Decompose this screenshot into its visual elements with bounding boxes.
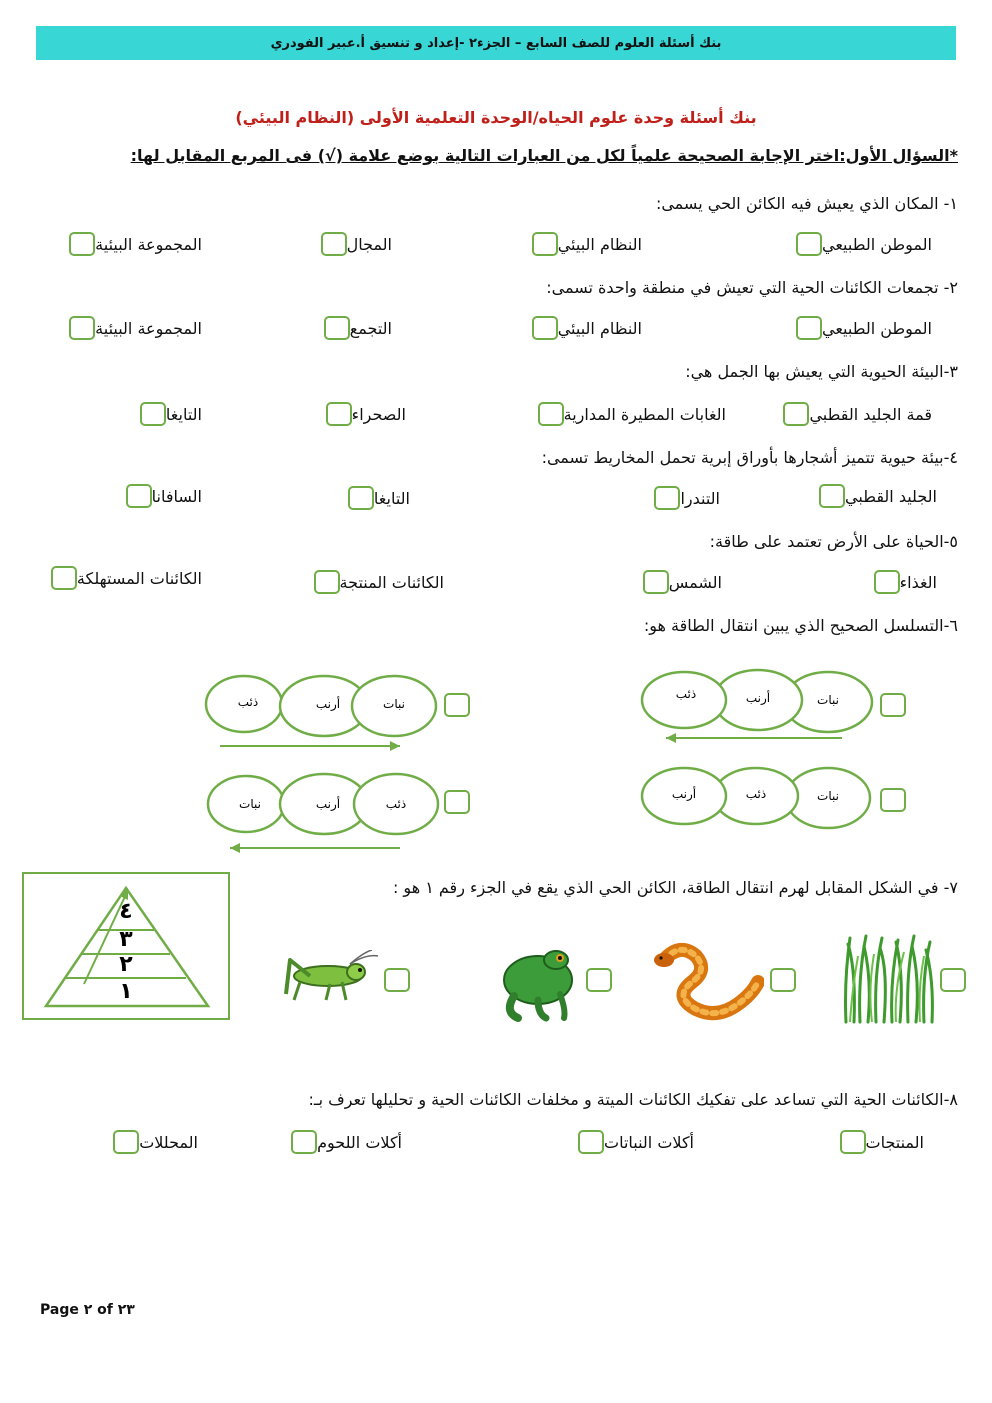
checkbox[interactable] xyxy=(578,1130,604,1154)
q4-option-1[interactable]: الجليد القطبي xyxy=(817,484,937,508)
food-chain-diagram xyxy=(636,670,916,750)
arrow-left-icon xyxy=(666,733,676,743)
q5-option-1[interactable]: الغذاء xyxy=(872,570,937,594)
q1-option-2[interactable]: النظام البيئي xyxy=(530,232,642,256)
q4-option-2[interactable]: التندرا xyxy=(652,486,720,510)
pyramid-level-1: ١ xyxy=(119,979,133,1004)
question-title: *السؤال الأول:اختر الإجابة الصحيحة علمياً لكل من العبارات التالية بوضع علامة (√) فى المربع المقابل لها: xyxy=(130,146,958,165)
chain-node: ذئب xyxy=(675,687,697,701)
checkbox[interactable] xyxy=(324,316,350,340)
checkbox[interactable] xyxy=(643,570,669,594)
chain-node: أرنب xyxy=(315,697,341,711)
grasshopper-image xyxy=(280,950,380,1014)
checkbox[interactable] xyxy=(840,1130,866,1154)
arrow-left-icon xyxy=(230,843,240,853)
q6-chain-4-checkbox[interactable] xyxy=(444,790,470,814)
chain-node: نبات xyxy=(817,789,839,803)
checkbox[interactable] xyxy=(538,402,564,426)
chain-node: نبات xyxy=(817,693,839,707)
question-4-text: ٤-بيئة حيوية تتميز أشجارها بأوراق إبرية تحمل المخاريط تسمى: xyxy=(541,448,958,467)
q2-option-3[interactable]: التجمع xyxy=(322,316,392,340)
q2-option-1[interactable]: الموطن الطبيعي xyxy=(794,316,932,340)
q2-option-4[interactable]: المجموعة البيئية xyxy=(67,316,202,340)
q6-chain-3-checkbox[interactable] xyxy=(880,788,906,812)
checkbox[interactable] xyxy=(819,484,845,508)
pyramid-diagram xyxy=(24,874,228,1018)
q1-option-1[interactable]: الموطن الطبيعي xyxy=(794,232,932,256)
frog-image xyxy=(494,940,580,1024)
q5-option-4[interactable]: الكائنات المستهلكة xyxy=(49,566,202,590)
checkbox[interactable] xyxy=(348,486,374,510)
chain-node: نبات xyxy=(383,697,405,711)
checkbox[interactable] xyxy=(314,570,340,594)
checkbox[interactable] xyxy=(532,232,558,256)
q2-option-2[interactable]: النظام البيئي xyxy=(530,316,642,340)
food-chain-option-4 xyxy=(204,772,444,854)
q4-option-3[interactable]: التايغا xyxy=(346,486,410,510)
q6-chain-2-checkbox[interactable] xyxy=(444,693,470,717)
q3-option-1[interactable]: قمة الجليد القطبي xyxy=(781,402,932,426)
chain-node: ذئب xyxy=(385,797,407,811)
chain-node: أرنب xyxy=(671,787,697,801)
chain-node: أرنب xyxy=(315,797,341,811)
q1-option-4[interactable]: المجموعة البيئية xyxy=(67,232,202,256)
pyramid-level-4: ٤ xyxy=(119,899,133,924)
q8-option-4[interactable]: المحللات xyxy=(111,1130,198,1154)
q1-option-3[interactable]: المجال xyxy=(319,232,392,256)
checkbox[interactable] xyxy=(51,566,77,590)
checkbox[interactable] xyxy=(326,402,352,426)
checkbox[interactable] xyxy=(126,484,152,508)
food-chain-diagram xyxy=(636,766,916,838)
question-2-text: ٢- تجمعات الكائنات الحية التي تعيش في منطقة واحدة تسمى: xyxy=(546,278,958,297)
question-7-text: ٧- في الشكل المقابل لهرم انتقال الطاقة، الكائن الحي الذي يقع في الجزء رقم ١ هو : xyxy=(392,878,958,897)
question-5-text: ٥-الحياة على الأرض تعتمد على طاقة: xyxy=(709,532,958,551)
grass-image xyxy=(838,930,938,1026)
question-8-text: ٨-الكائنات الحية التي تساعد على تفكيك الكائنات الميتة و مخلفات الكائنات الحية و تحليلها تعرف بـ: xyxy=(308,1090,958,1109)
question-1-text: ١- المكان الذي يعيش فيه الكائن الحي يسمى: xyxy=(655,194,958,213)
checkbox[interactable] xyxy=(321,232,347,256)
checkbox[interactable] xyxy=(796,232,822,256)
food-chain-option-2 xyxy=(204,674,444,754)
q5-option-2[interactable]: الشمس xyxy=(641,570,722,594)
chain-node: ذئب xyxy=(745,787,767,801)
q7-grass-checkbox[interactable] xyxy=(940,968,966,992)
q7-frog-checkbox[interactable] xyxy=(586,968,612,992)
q3-option-3[interactable]: الصحراء xyxy=(324,402,406,426)
energy-pyramid xyxy=(22,872,230,1020)
food-chain-option-3 xyxy=(636,766,916,838)
checkbox[interactable] xyxy=(69,316,95,340)
checkbox[interactable] xyxy=(69,232,95,256)
q3-option-2[interactable]: الغابات المطيرة المدارية xyxy=(536,402,726,426)
question-6-text: ٦-التسلسل الصحيح الذي يبين انتقال الطاقة هو: xyxy=(643,616,958,635)
checkbox[interactable] xyxy=(654,486,680,510)
arrow-right-icon xyxy=(390,741,400,751)
food-chain-diagram xyxy=(204,674,444,754)
q5-option-3[interactable]: الكائنات المنتجة xyxy=(312,570,444,594)
page-footer: Page ٢ of ٢٣ xyxy=(40,1302,135,1318)
checkbox[interactable] xyxy=(783,402,809,426)
pyramid-level-2: ٢ xyxy=(119,952,133,977)
checkbox[interactable] xyxy=(291,1130,317,1154)
food-chain-option-1 xyxy=(636,670,916,750)
food-chain-diagram xyxy=(204,772,444,854)
q8-option-3[interactable]: أكلات اللحوم xyxy=(289,1130,402,1154)
page-header: بنك أسئلة العلوم للصف السابع – الجزء٢ -إعداد و تنسيق أ.عبير الفودري xyxy=(36,26,956,60)
chain-node: ذئب xyxy=(237,695,259,709)
q3-option-4[interactable]: التايغا xyxy=(138,402,202,426)
checkbox[interactable] xyxy=(140,402,166,426)
chain-node: أرنب xyxy=(745,691,771,705)
chain-node: نبات xyxy=(239,797,261,811)
q4-option-4[interactable]: السافانا xyxy=(124,484,202,508)
pyramid-level-3: ٣ xyxy=(119,927,133,952)
q7-grasshopper-checkbox[interactable] xyxy=(384,968,410,992)
q6-chain-1-checkbox[interactable] xyxy=(880,693,906,717)
unit-title: بنك أسئلة وحدة علوم الحياه/الوحدة التعلمية الأولى (النظام البيئي) xyxy=(235,108,757,127)
question-3-text: ٣-البيئة الحيوية التي يعيش بها الجمل هي: xyxy=(685,362,958,381)
snake-image xyxy=(652,938,764,1022)
checkbox[interactable] xyxy=(113,1130,139,1154)
checkbox[interactable] xyxy=(796,316,822,340)
q8-option-2[interactable]: أكلات النباتات xyxy=(576,1130,694,1154)
checkbox[interactable] xyxy=(532,316,558,340)
q7-snake-checkbox[interactable] xyxy=(770,968,796,992)
checkbox[interactable] xyxy=(874,570,900,594)
q8-option-1[interactable]: المنتجات xyxy=(838,1130,925,1154)
